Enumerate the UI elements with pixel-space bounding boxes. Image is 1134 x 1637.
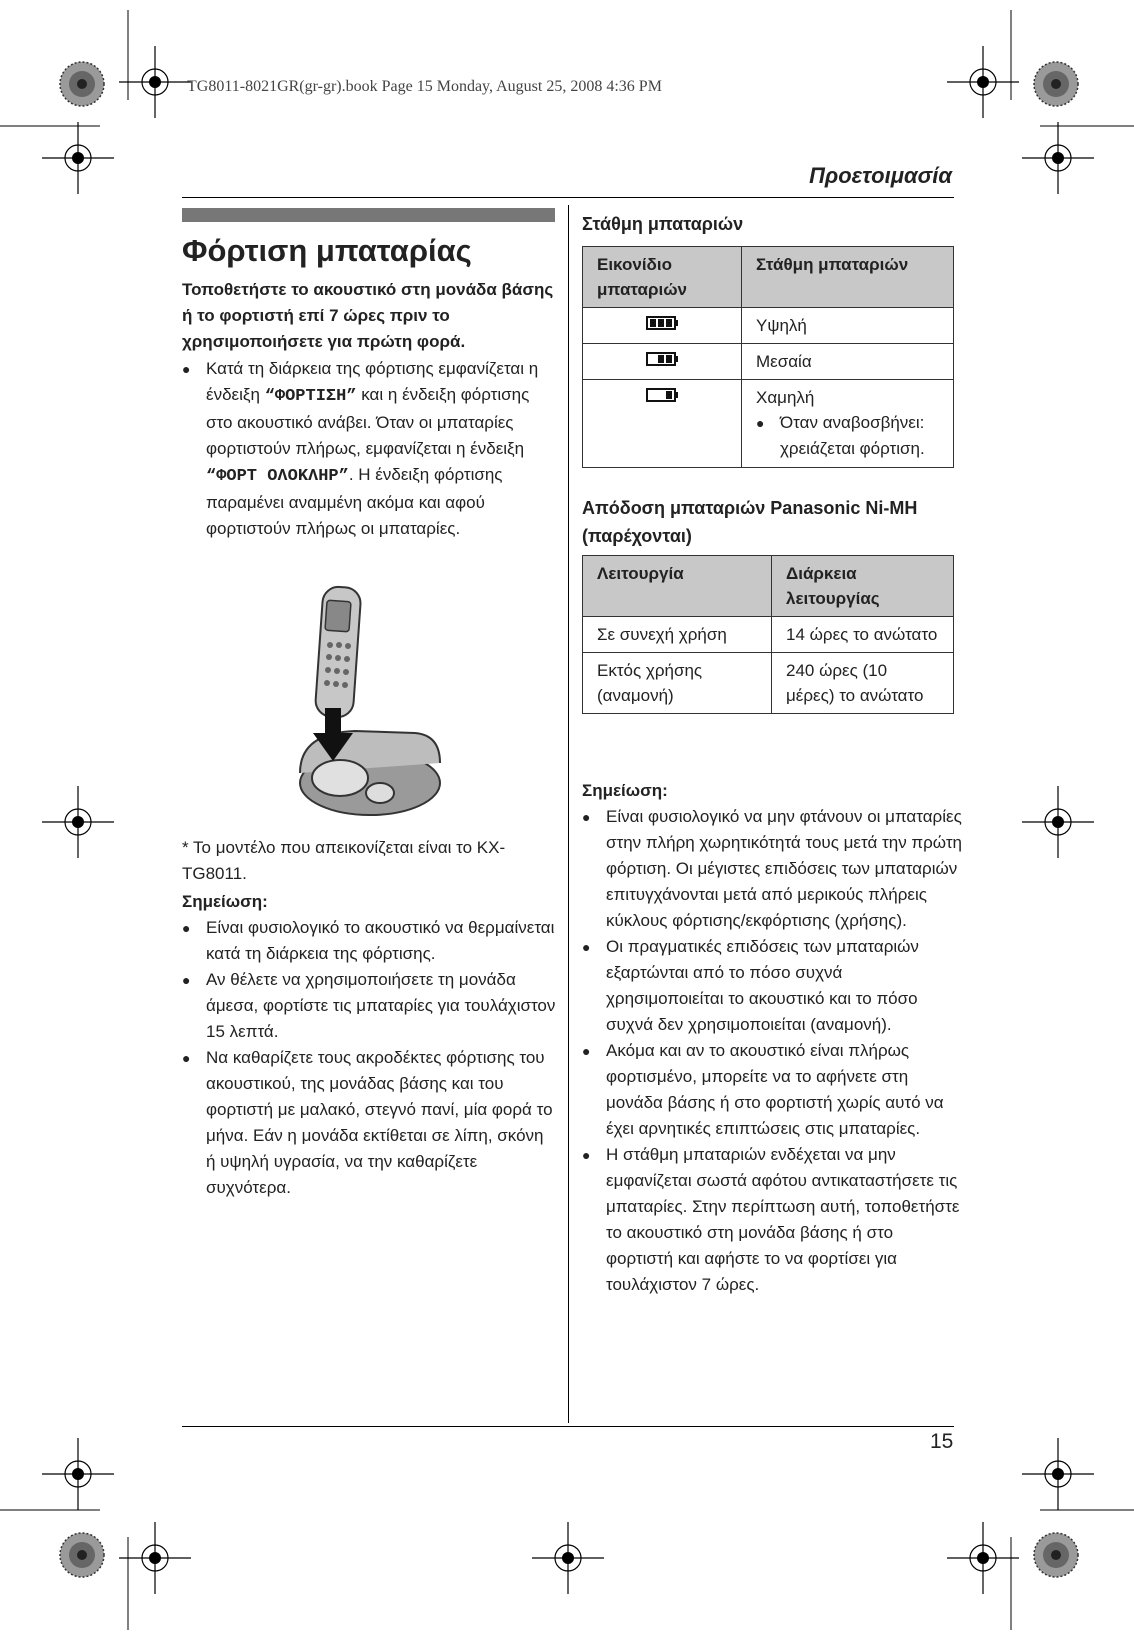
battery-level-heading: Στάθμη μπαταριών <box>582 214 744 234</box>
top-rule <box>182 197 954 198</box>
battery-low-icon <box>646 387 678 403</box>
page-heading: Φόρτιση μπαταρίας <box>182 233 472 268</box>
note-list <box>582 804 962 1298</box>
right-notes <box>582 778 962 1298</box>
print-header: TG8011-8021GR(gr-gr).book Page 15 Monday, August 25, 2008 4:36 PM <box>187 78 662 95</box>
table-row: Υψηλή <box>583 308 954 344</box>
page-number: 15 <box>930 1430 954 1453</box>
table-row: Μεσαία <box>583 344 954 380</box>
intro-text: Τοποθετήστε το ακουστικό στη μονάδα βάσης ή το φορτιστή επί 7 ώρες πριν το χρησιμοποιήσετε για πρώτη φορά. <box>182 280 554 351</box>
handset-base-illustration <box>295 583 445 823</box>
battery-full-icon <box>646 315 678 331</box>
table-row: Σε συνεχή χρήση 14 ώρες το ανώτατο <box>583 617 954 653</box>
battery-medium-icon <box>646 351 678 367</box>
figure-caption: * Το μοντέλο που απεικονίζεται είναι το KX-TG8011. <box>182 838 506 883</box>
list-item: ● Ακόμα και αν το ακουστικό είναι πλήρως φορτισμένο, μπορείτε να το αφήνετε στη μονάδα βάσης ή στο φορτιστή χωρίς αυτό να έχει αρνητικές επιπτώσεις στις μπαταρίες. <box>582 1038 962 1142</box>
column-divider <box>568 205 569 1423</box>
list-item: ● Οι πραγματικές επιδόσεις των μπαταριών εξαρτώνται από το πόσο συχνά χρησιμοποιείται το ακουστικό και το πόσο συχνά δεν χρησιμοποιείται (αναμονή). <box>582 934 962 1038</box>
table-header: Λειτουργία <box>583 556 772 617</box>
note-heading: Σημείωση: <box>582 781 668 800</box>
table-row: Χαμηλή ● Όταν αναβοσβήνει: χρειάζεται φόρτιση. <box>583 380 954 468</box>
list-item: ● Είναι φυσιολογικό το ακουστικό να θερμαίνεται κατά τη διάρκεια της φόρτισης. <box>182 915 557 967</box>
bottom-rule <box>182 1426 954 1427</box>
table-header: Στάθμη μπαταριών <box>742 247 954 308</box>
list-item: ● Να καθαρίζετε τους ακροδέκτες φόρτισης του ακουστικού, της μονάδας βάσης και του φορτιστή με μαλακό, στεγνό πανί, μία φορά το μήνα. Εάν η μονάδα εκτίθεται σε λίπη, σκόνη ή υψηλή υγρασία, να την καθαρίζετε συχνότερα. <box>182 1045 557 1201</box>
left-notes <box>182 889 557 1201</box>
battery-performance-table <box>582 555 954 714</box>
charging-bullets <box>182 356 554 542</box>
list-item: ● Η στάθμη μπαταριών ενδέχεται να μην εμφανίζεται σωστά αφότου αντικαταστήσετε τις μπαταρίες. Στην περίπτωση αυτή, τοποθετήστε το ακουστικό στη μονάδα βάσης ή στο φορτιστή και αφήστε το να φορτίσει για τουλάχιστον 7 ώρες. <box>582 1142 962 1298</box>
table-row: Εκτός χρήσης (αναμονή) 240 ώρες (10 μέρες) το ανώτατο <box>583 653 954 714</box>
section-title: Προετοιμασία <box>809 163 952 188</box>
list-item: ● Αν θέλετε να χρησιμοποιήσετε τη μονάδα άμεσα, φορτίστε τις μπαταρίες για τουλάχιστον 15 λεπτά. <box>182 967 557 1045</box>
list-item: ● Όταν αναβοσβήνει: χρειάζεται φόρτιση. <box>756 410 939 462</box>
list-item: ● Είναι φυσιολογικό να μην φτάνουν οι μπαταρίες στην πλήρη χωρητικότητά τους μετά την πρώτη φόρτιση. Οι μέγιστες επιδόσεις των μπαταριών επιτυγχάνονται μετά από μερικούς πλήρεις κύκλους φόρτισης/εκφόρτισης (χρήσης). <box>582 804 962 934</box>
table-header: Εικονίδιο μπαταριών <box>583 247 742 308</box>
list-item: ● Κατά τη διάρκεια της φόρτισης εμφανίζεται η ένδειξη “ΦΟΡΤΙΣΗ” και η ένδειξη φόρτισης στο ακουστικό ανάβει. Όταν οι μπαταρίες φορτιστούν πλήρως, εμφανίζεται η ένδειξη “ΦΟΡΤ ΟΛΟΚΛΗΡ”. Η ένδειξη φόρτισης παραμένει αναμμένη ακόμα και αφού φορτιστούν πλήρως οι μπαταρίες. <box>182 356 554 542</box>
battery-level-table <box>582 246 954 468</box>
note-list <box>182 915 557 1201</box>
table-header: Διάρκεια λειτουργίας <box>772 556 954 617</box>
heading-bar <box>182 208 555 222</box>
battery-performance-heading: Απόδοση μπαταριών Panasonic Ni-MH (παρέχονται) <box>582 498 918 546</box>
note-heading: Σημείωση: <box>182 892 268 911</box>
